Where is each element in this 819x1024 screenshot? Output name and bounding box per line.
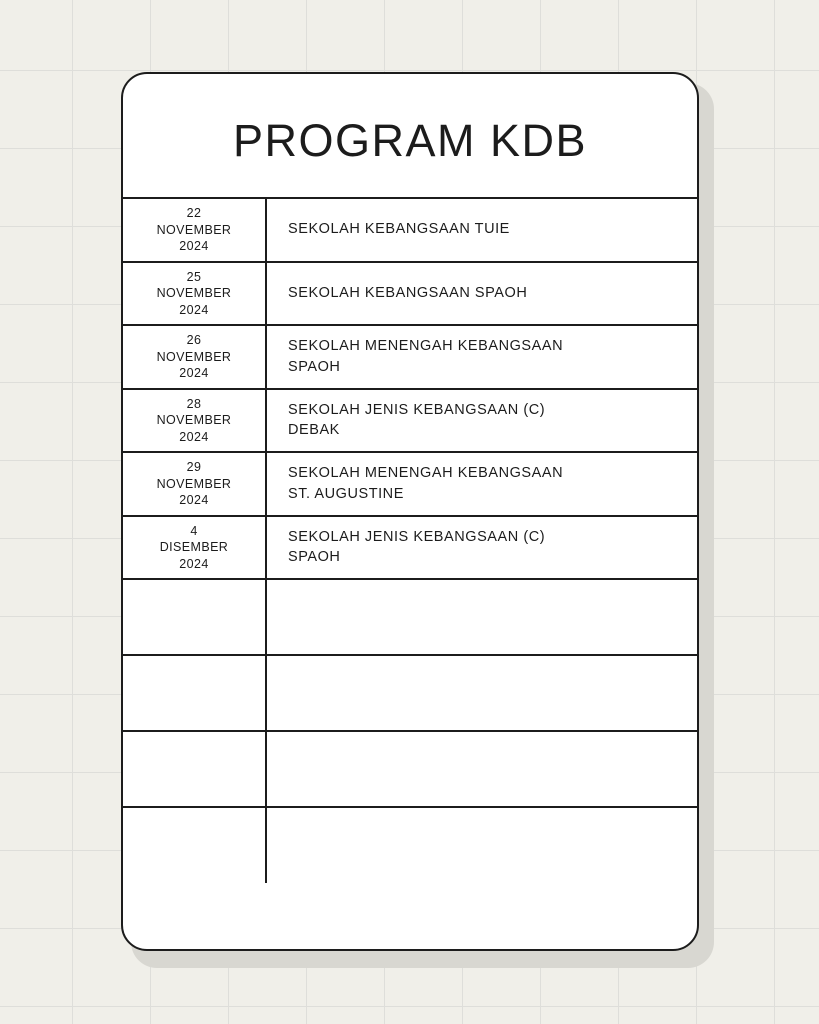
date-cell: [123, 325, 266, 389]
place-cell: [266, 325, 697, 389]
date-year: 2024: [179, 429, 209, 444]
place-cell: [266, 516, 697, 580]
place-line: SEKOLAH KEBANGSAAN SPAOH: [288, 284, 528, 301]
place-cell: [266, 655, 697, 731]
date-month: NOVEMBER: [156, 413, 232, 427]
date-month: NOVEMBER: [156, 222, 232, 237]
place-cell: [266, 389, 697, 453]
date-year: 2024: [179, 493, 209, 507]
place-line: SEKOLAH JENIS KEBANGSAAN (C): [288, 401, 546, 418]
place-line: SEKOLAH MENENGAH KEBANGSAAN: [288, 465, 564, 482]
date-cell: [123, 655, 266, 731]
date-cell: [123, 516, 266, 580]
place-cell: [266, 198, 697, 262]
place-cell: [266, 579, 697, 655]
program-card: [121, 72, 699, 951]
date-cell: [123, 452, 266, 516]
table-row: [123, 198, 697, 262]
date-month: NOVEMBER: [156, 286, 232, 300]
table-row: [123, 325, 697, 389]
place-line: DEBAK: [288, 422, 340, 439]
table-row: [123, 807, 697, 883]
program-schedule-table: [123, 197, 697, 883]
place-cell: [266, 731, 697, 807]
date-cell: [123, 262, 266, 326]
date-year: 2024: [179, 556, 209, 571]
date-day: 26: [186, 333, 202, 347]
date-year: 2024: [179, 302, 209, 317]
table-row: [123, 655, 697, 731]
table-row: [123, 579, 697, 655]
place-cell: [266, 452, 697, 516]
date-year: 2024: [179, 366, 209, 380]
table-row: [123, 389, 697, 453]
date-day: 4: [190, 523, 198, 538]
date-month: NOVEMBER: [156, 476, 232, 491]
place-cell: [266, 262, 697, 326]
date-cell: [123, 731, 266, 807]
date-day: 29: [186, 460, 202, 474]
place-line: SEKOLAH MENENGAH KEBANGSAAN: [288, 338, 564, 355]
date-day: 28: [186, 396, 202, 411]
table-row: [123, 452, 697, 516]
table-row: [123, 262, 697, 326]
date-cell: [123, 579, 266, 655]
date-month: DISEMBER: [159, 540, 229, 554]
page-title: PROGRAM KDB: [232, 114, 588, 166]
date-day: 25: [186, 269, 202, 284]
place-line: SPAOH: [288, 358, 341, 375]
date-cell: [123, 807, 266, 883]
place-line: SPAOH: [288, 549, 341, 566]
place-line: ST. AUGUSTINE: [288, 485, 404, 502]
place-cell: [266, 807, 697, 883]
place-line: SEKOLAH JENIS KEBANGSAAN (C): [288, 528, 546, 545]
date-month: NOVEMBER: [156, 349, 232, 364]
table-row: [123, 516, 697, 580]
date-cell: [123, 389, 266, 453]
place-line: SEKOLAH KEBANGSAAN TUIE: [288, 221, 510, 238]
date-day: 22: [186, 206, 202, 220]
date-year: 2024: [179, 239, 209, 253]
date-cell: [123, 198, 266, 262]
table-row: [123, 731, 697, 807]
